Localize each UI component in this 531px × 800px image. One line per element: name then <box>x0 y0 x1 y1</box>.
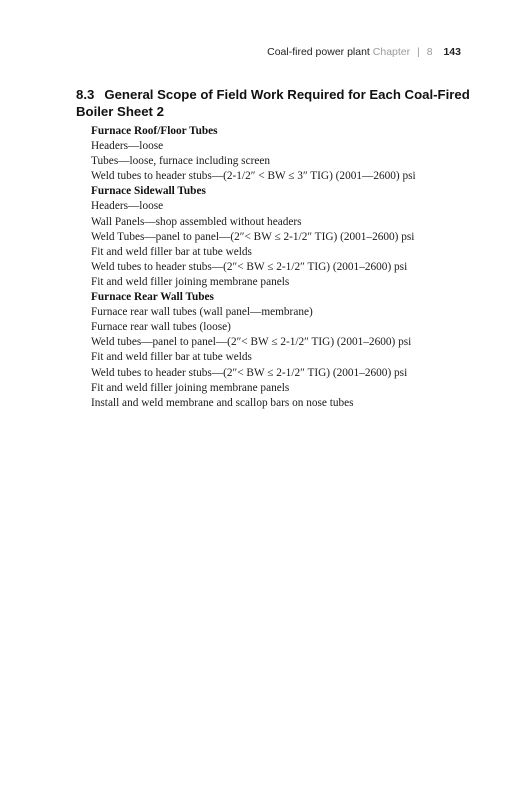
scope-item: Tubes—loose, furnace including screen <box>91 155 271 168</box>
running-title: Coal-fired power plant <box>267 46 370 58</box>
scope-item: Furnace rear wall tubes (loose) <box>91 321 231 334</box>
scope-item: Furnace rear wall tubes (wall panel—membrane) <box>91 306 313 319</box>
header-separator: | <box>417 46 420 58</box>
scope-list <box>91 124 481 411</box>
section-title: General Scope of Field Work Required for Each Coal-Fired Boiler Sheet 2 <box>76 87 470 119</box>
scope-item: Fit and weld filler bar at tube welds <box>91 351 252 364</box>
scope-item: Headers—loose <box>91 200 164 213</box>
scope-item: Weld Tubes—panel to panel—(2″< BW ≤ 2-1/2″ TIG) (2001–2600) psi <box>91 230 415 243</box>
section-heading <box>76 86 471 120</box>
running-header <box>267 46 461 58</box>
scope-item: Weld tubes—panel to panel—(2″< BW ≤ 2-1/2″ TIG) (2001–2600) psi <box>91 336 412 349</box>
scope-item: Fit and weld filler bar at tube welds <box>91 245 252 258</box>
scope-item: Weld tubes to header stubs—(2″< BW ≤ 2-1/2″ TIG) (2001–2600) psi <box>91 366 408 379</box>
scope-item: Headers—loose <box>91 140 164 153</box>
scope-item: Fit and weld filler joining membrane panels <box>91 381 290 394</box>
chapter-label: Chapter <box>372 46 411 58</box>
chapter-number: 8 <box>426 46 433 58</box>
subsection-heading: Furnace Rear Wall Tubes <box>91 291 214 304</box>
scope-item: Wall Panels—shop assembled without headers <box>91 215 302 228</box>
scope-item: Weld tubes to header stubs—(2″< BW ≤ 2-1/2″ TIG) (2001–2600) psi <box>91 260 408 273</box>
subsection-heading: Furnace Roof/Floor Tubes <box>91 125 218 137</box>
section-number: 8.3 <box>76 87 95 102</box>
subsection-heading: Furnace Sidewall Tubes <box>91 185 206 198</box>
scope-item: Fit and weld filler joining membrane panels <box>91 275 290 288</box>
page-number: 143 <box>443 46 461 58</box>
scope-item: Install and weld membrane and scallop bars on nose tubes <box>91 396 354 409</box>
scope-item: Weld tubes to header stubs—(2-1/2″ < BW ≤ 3″ TIG) (2001—2600) psi <box>91 170 416 183</box>
